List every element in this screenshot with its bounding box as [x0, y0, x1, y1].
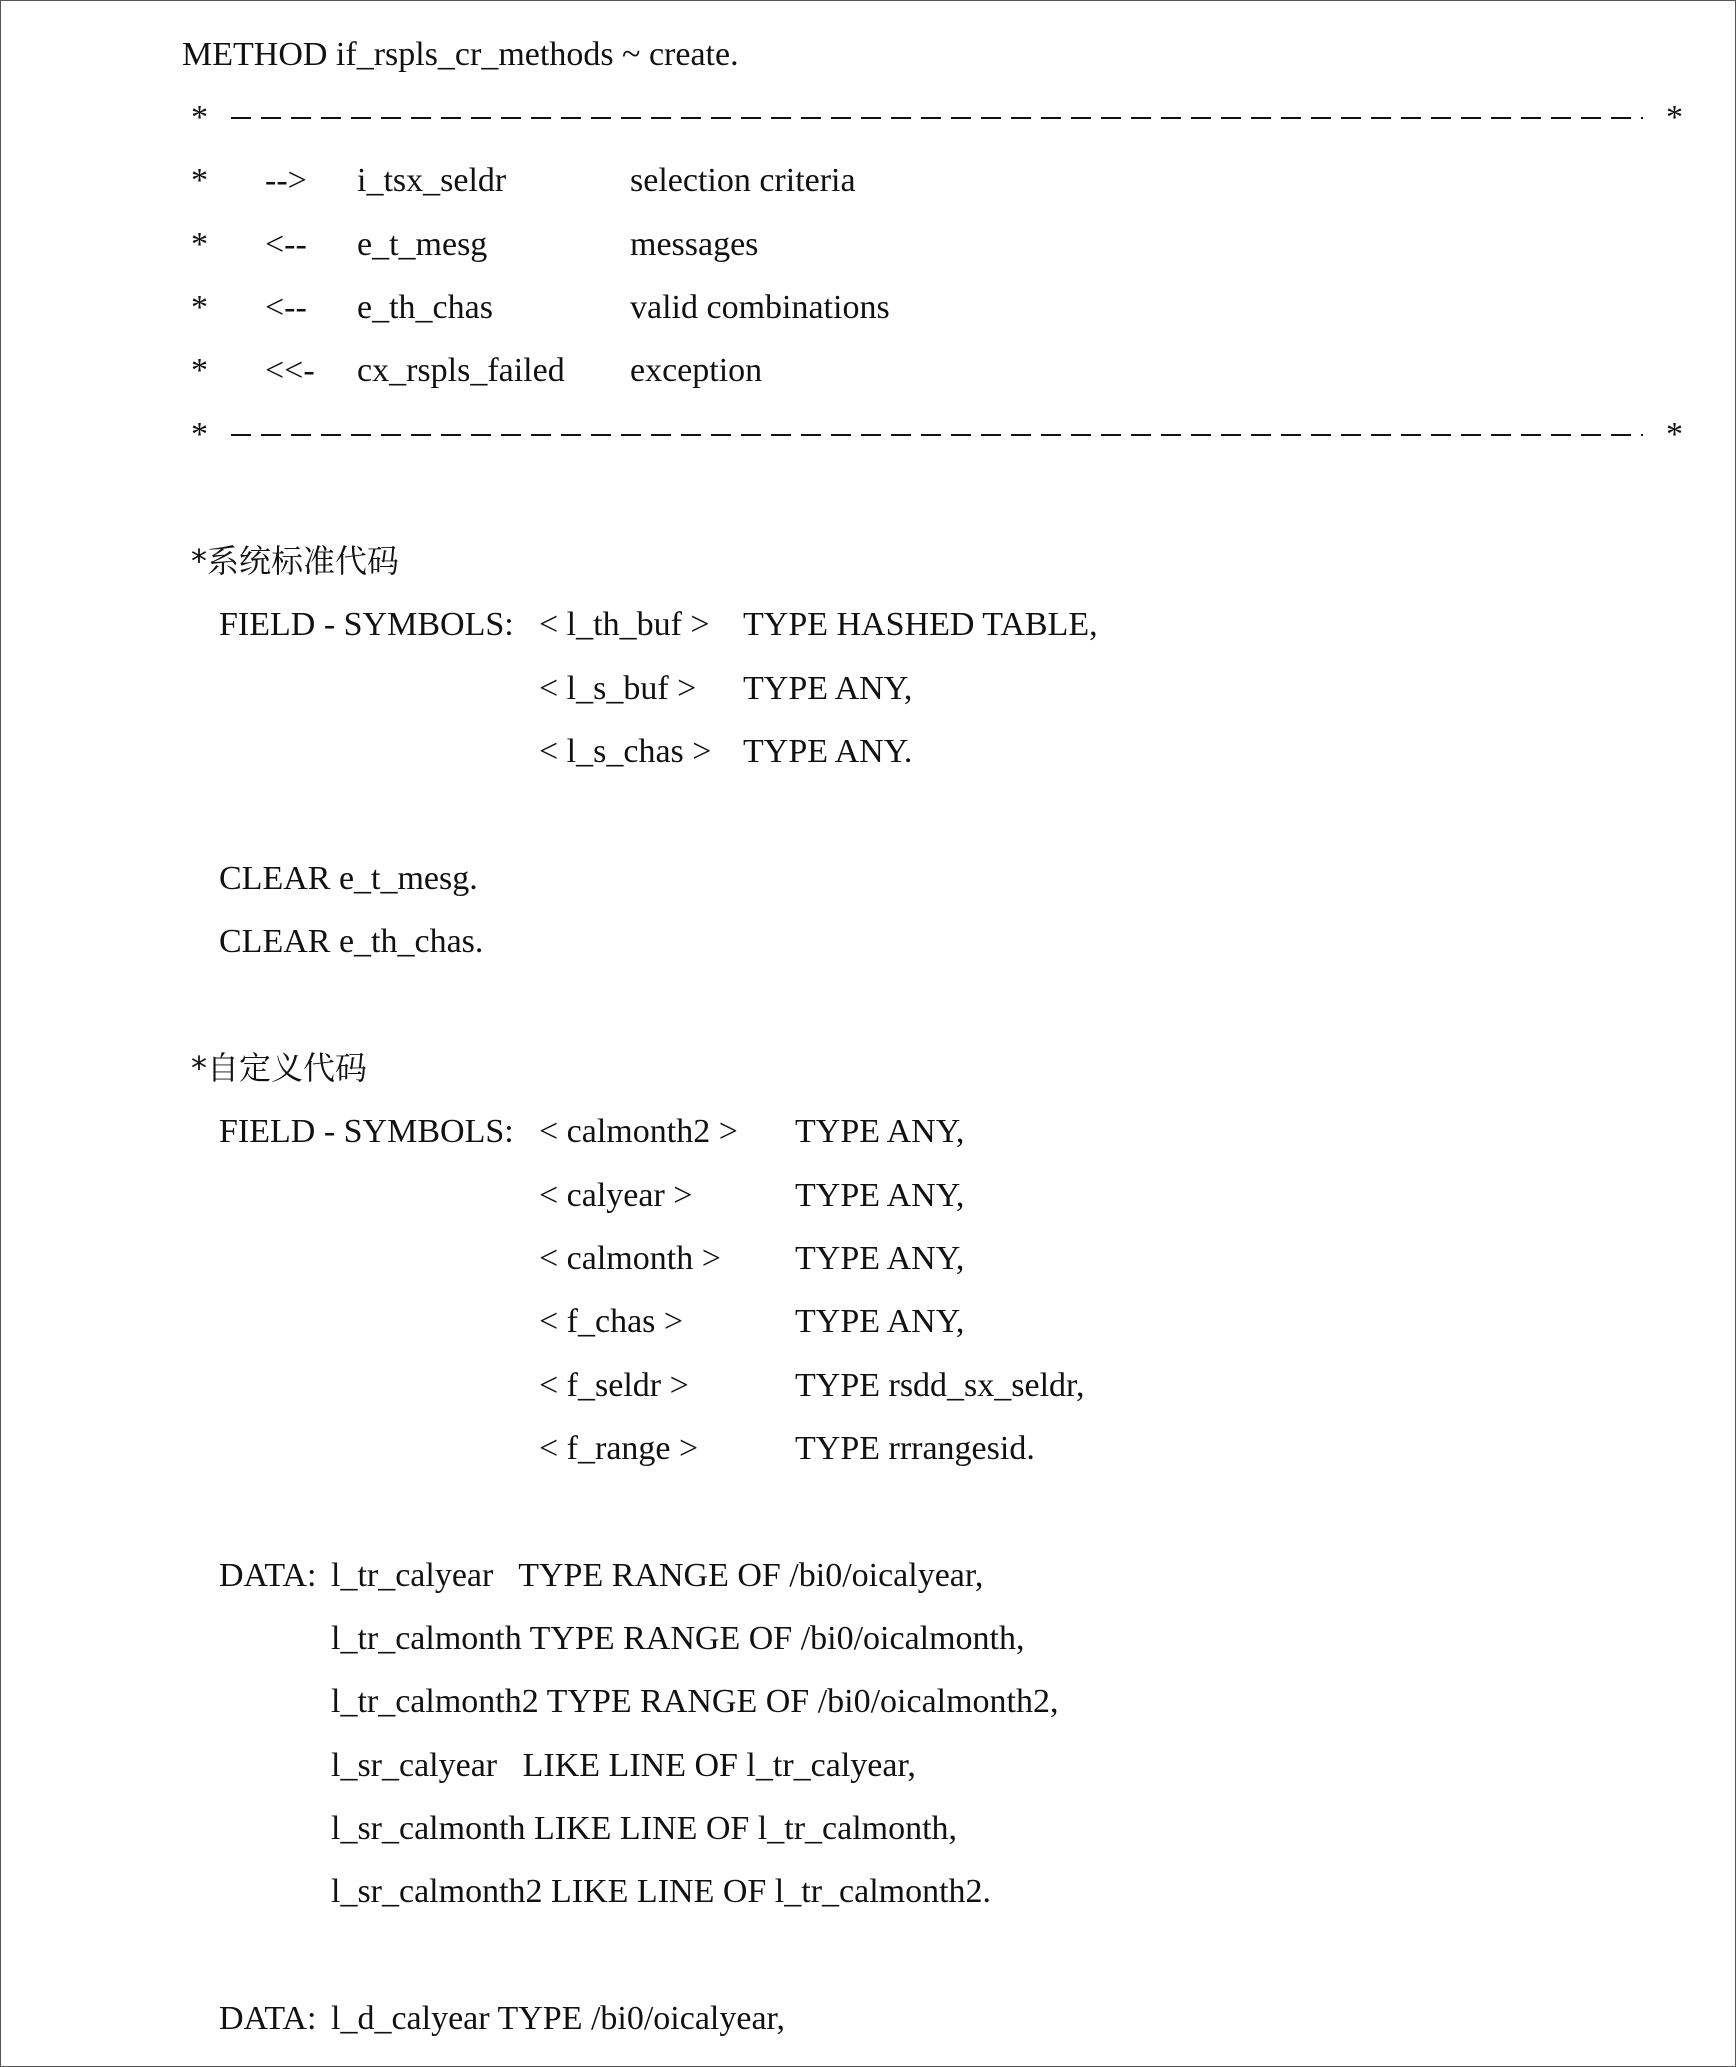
- data-keyword: DATA:: [219, 2000, 317, 2037]
- clear-statement: CLEAR e_t_mesg.: [219, 860, 478, 897]
- param-name: cx_rspls_failed: [357, 352, 565, 389]
- field-symbol-type: TYPE ANY.: [743, 733, 913, 770]
- comment-star: *: [191, 289, 208, 326]
- param-name: i_tsx_seldr: [357, 162, 507, 199]
- data-declaration: l_sr_calmonth LIKE LINE OF l_tr_calmonth,: [331, 1810, 958, 1847]
- data-declaration: l_tr_calyear TYPE RANGE OF /bi0/oicalyear,: [331, 1557, 984, 1594]
- param-name: e_t_mesg: [357, 226, 488, 263]
- field-symbol-name: < calmonth2 >: [539, 1113, 738, 1150]
- data-keyword: DATA:: [219, 1557, 317, 1594]
- field-symbol-type: TYPE ANY,: [795, 1303, 965, 1340]
- field-symbol-name: < calyear >: [539, 1177, 693, 1214]
- param-direction: <--: [265, 226, 307, 263]
- dash-line: [231, 434, 1643, 436]
- data-declaration: l_tr_calmonth2 TYPE RANGE OF /bi0/oicalmonth2,: [331, 1683, 1059, 1720]
- field-symbols-keyword: FIELD - SYMBOLS:: [219, 606, 514, 643]
- comment-star: *: [191, 352, 208, 389]
- field-symbol-name: < l_s_chas >: [539, 733, 712, 770]
- param-direction: <--: [265, 289, 307, 326]
- field-symbols-keyword: FIELD - SYMBOLS:: [219, 1113, 514, 1150]
- field-symbol-name: < f_range >: [539, 1430, 699, 1467]
- field-symbol-name: < l_th_buf >: [539, 606, 710, 643]
- comment-custom-code: *自定义代码: [191, 1049, 368, 1087]
- field-symbol-type: TYPE ANY,: [743, 670, 913, 707]
- param-direction: -->: [265, 162, 307, 199]
- comment-star: *: [191, 162, 208, 199]
- separator-star-right: *: [1666, 99, 1683, 136]
- field-symbol-name: < f_seldr >: [539, 1367, 689, 1404]
- field-symbol-type: TYPE rsdd_sx_seldr,: [795, 1367, 1085, 1404]
- field-symbol-name: < f_chas >: [539, 1303, 684, 1340]
- field-symbol-type: TYPE HASHED TABLE,: [743, 606, 1098, 643]
- separator-star-left: *: [191, 99, 208, 136]
- comment-standard-code: *系统标准代码: [191, 542, 400, 580]
- comment-separator-top: [187, 98, 1687, 138]
- clear-statement: CLEAR e_th_chas.: [219, 923, 484, 960]
- field-symbol-name: < l_s_buf >: [539, 670, 697, 707]
- field-symbol-type: TYPE ANY,: [795, 1113, 965, 1150]
- field-symbol-type: TYPE rrrangesid.: [795, 1430, 1035, 1467]
- comment-star: *: [191, 226, 208, 263]
- dash-line: [231, 117, 1643, 119]
- param-description: exception: [630, 352, 763, 389]
- param-description: valid combinations: [630, 289, 890, 326]
- field-symbol-type: TYPE ANY,: [795, 1240, 965, 1277]
- separator-star-left: *: [191, 416, 208, 453]
- field-symbol-type: TYPE ANY,: [795, 1177, 965, 1214]
- param-description: selection criteria: [630, 162, 856, 199]
- param-description: messages: [630, 226, 759, 263]
- param-direction: <<-: [265, 352, 315, 389]
- data-declaration: l_d_calyear TYPE /bi0/oicalyear,: [331, 2000, 786, 2037]
- comment-separator-bottom: [187, 415, 1687, 455]
- method-line: METHOD if_rspls_cr_methods ~ create.: [182, 36, 739, 73]
- data-declaration: l_sr_calmonth2 LIKE LINE OF l_tr_calmonth2.: [331, 1873, 992, 1910]
- param-name: e_th_chas: [357, 289, 493, 326]
- separator-star-right: *: [1666, 416, 1683, 453]
- data-declaration: l_tr_calmonth TYPE RANGE OF /bi0/oicalmonth,: [331, 1620, 1025, 1657]
- field-symbol-name: < calmonth >: [539, 1240, 721, 1277]
- data-declaration: l_sr_calyear LIKE LINE OF l_tr_calyear,: [331, 1747, 916, 1784]
